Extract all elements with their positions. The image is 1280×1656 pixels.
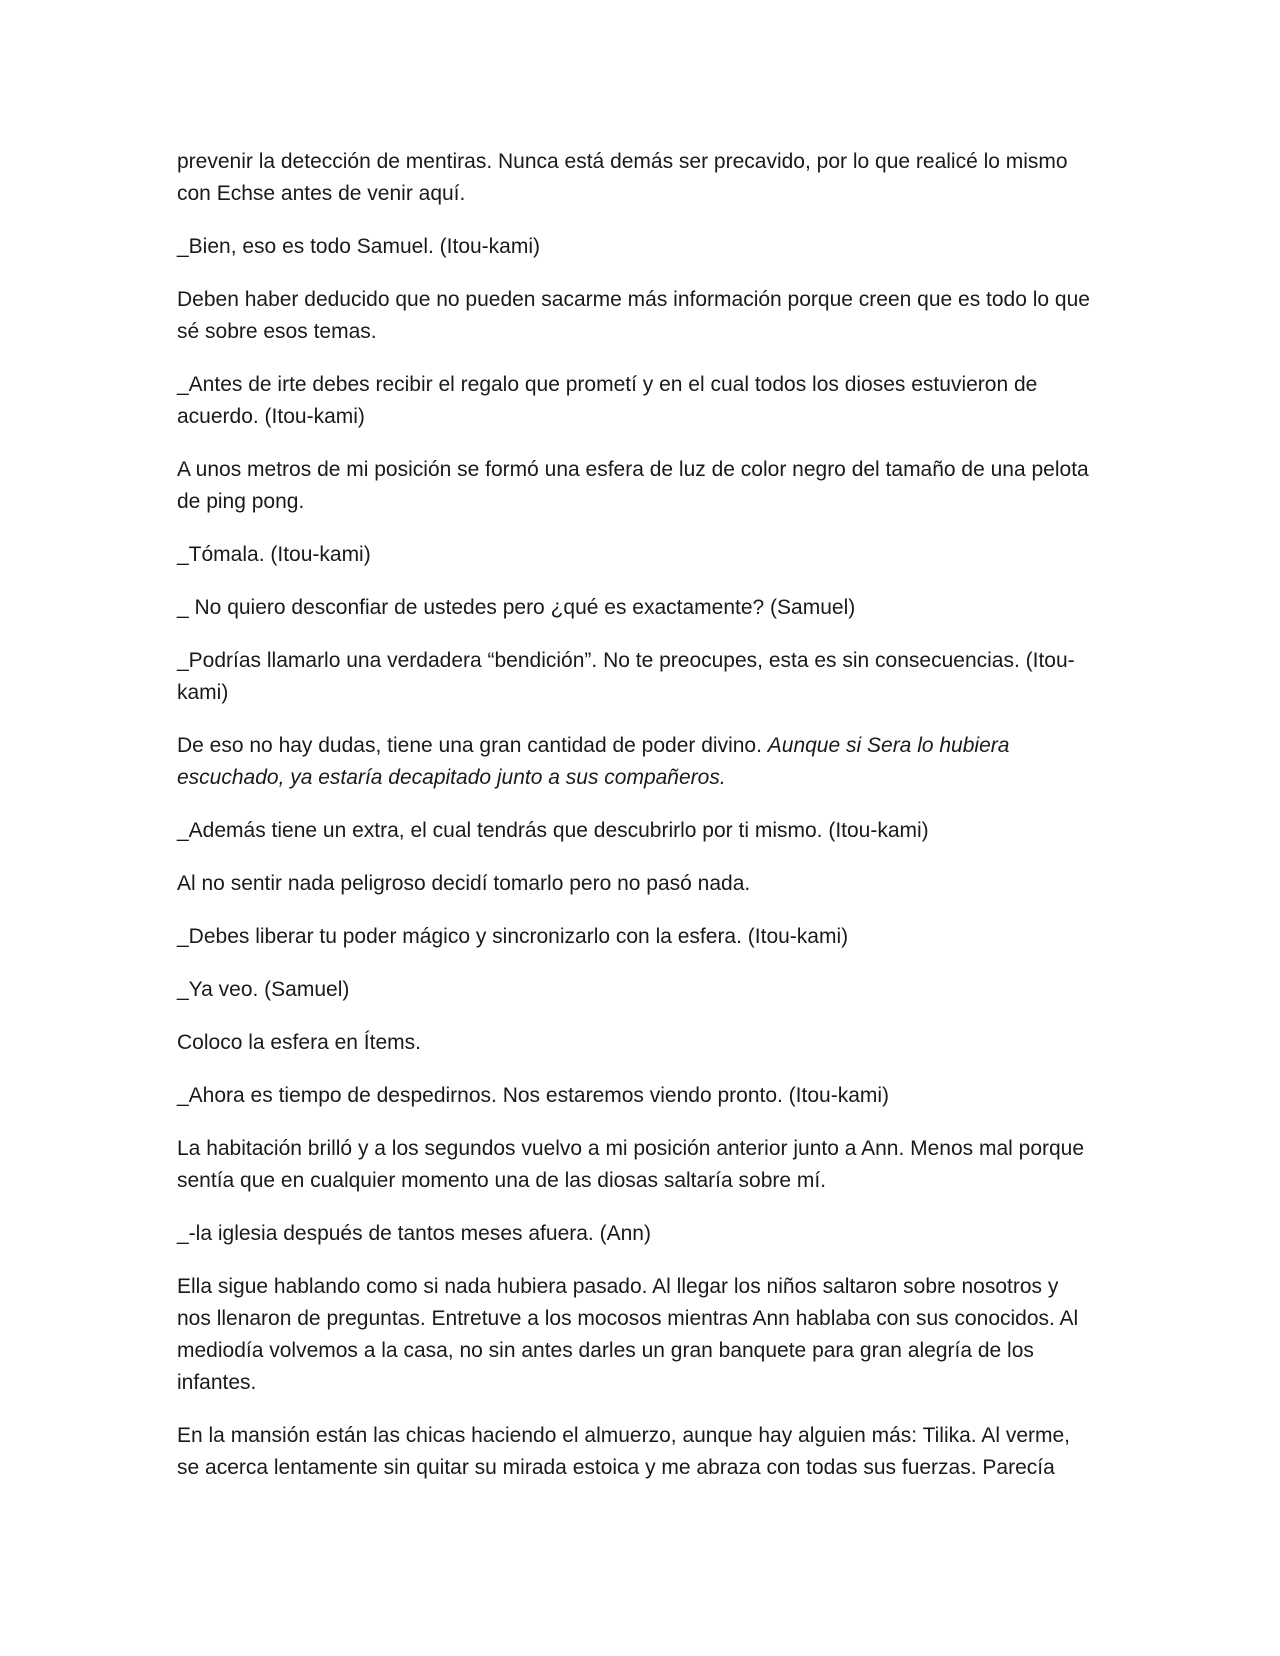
- paragraph: _Además tiene un extra, el cual tendrás que descubrirlo por ti mismo. (Itou-kami): [177, 819, 929, 842]
- paragraph: prevenir la detección de mentiras. Nunca está demás ser precavido, por lo que realicé lo mismo con Echse antes de venir aquí.: [177, 150, 1068, 205]
- paragraph: _Podrías llamarlo una verdadera “bendición”. No te preocupes, esta es sin consecuencias. (Itou-kami): [177, 649, 1075, 704]
- paragraph: Al no sentir nada peligroso decidí tomarlo pero no pasó nada.: [177, 872, 751, 895]
- paragraph: Deben haber deducido que no pueden sacarme más información porque creen que es todo lo que sé sobre esos temas.: [177, 288, 1090, 343]
- paragraph: _Ahora es tiempo de despedirnos. Nos estaremos viendo pronto. (Itou-kami): [177, 1084, 890, 1107]
- paragraph: _-la iglesia después de tantos meses afuera. (Ann): [177, 1222, 651, 1245]
- paragraph-mixed: [177, 730, 1097, 794]
- paragraph: Coloco la esfera en Ítems.: [177, 1031, 421, 1054]
- paragraph: _Debes liberar tu poder mágico y sincronizarlo con la esfera. (Itou-kami): [177, 925, 849, 948]
- paragraph: A unos metros de mi posición se formó una esfera de luz de color negro del tamaño de una pelota de ping pong.: [177, 458, 1089, 513]
- paragraph-italic-text: Aunque si Sera lo hubiera escuchado, ya estaría decapitado junto a sus compañeros.: [177, 734, 1010, 789]
- paragraph: _Antes de irte debes recibir el regalo que prometí y en el cual todos los dioses estuvieron de acuerdo. (Itou-kami): [177, 373, 1038, 428]
- paragraph: _Bien, eso es todo Samuel. (Itou-kami): [177, 235, 541, 258]
- paragraph: La habitación brilló y a los segundos vuelvo a mi posición anterior junto a Ann. Menos mal porque sentía que en cualquier momento una de las diosas saltaría sobre mí.: [177, 1137, 1085, 1192]
- paragraph: _ No quiero desconfiar de ustedes pero ¿qué es exactamente? (Samuel): [177, 596, 856, 619]
- document-body: [177, 146, 1097, 1505]
- paragraph: En la mansión están las chicas haciendo el almuerzo, aunque hay alguien más: Tilika. Al verme, se acerca lentamente sin quitar su mirada estoica y me abraza con todas sus fuerzas. Parecía: [177, 1424, 1070, 1479]
- paragraph: _Tómala. (Itou-kami): [177, 543, 371, 566]
- paragraph: Ella sigue hablando como si nada hubiera pasado. Al llegar los niños saltaron sobre nosotros y nos llenaron de preguntas. Entretuve a los mocosos mientras Ann hablaba con sus conocidos. Al mediodía volvemos a la casa, no sin antes darles un gran banquete para gran alegría de los infantes.: [177, 1275, 1079, 1394]
- paragraph-text: De eso no hay dudas, tiene una gran cantidad de poder divino.: [177, 734, 768, 757]
- paragraph: _Ya veo. (Samuel): [177, 978, 350, 1001]
